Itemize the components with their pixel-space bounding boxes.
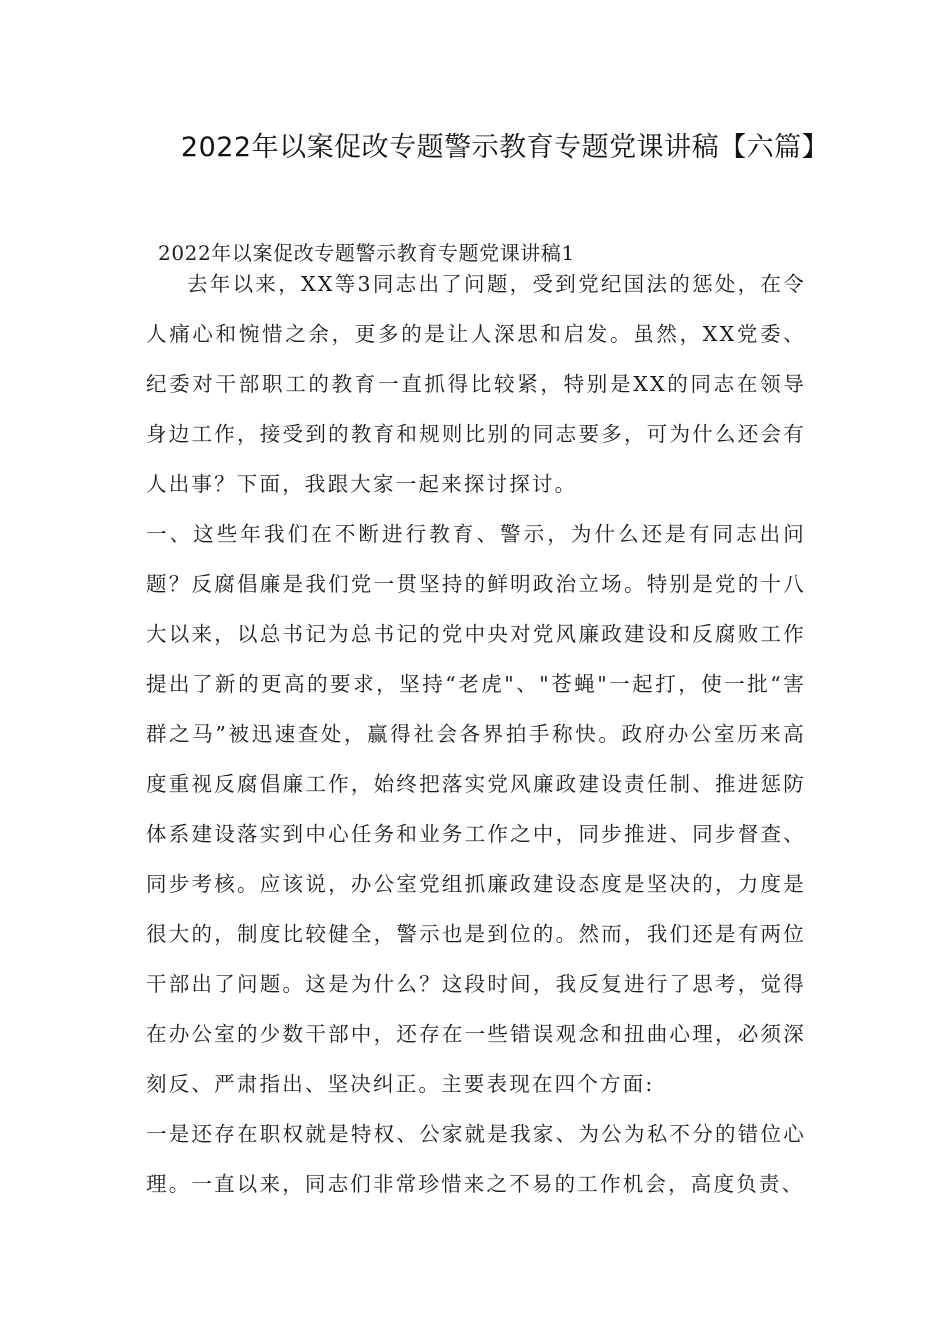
section-heading: 2022年以案促改专题警示教育专题党课讲稿1 <box>158 241 575 265</box>
paragraph-intro: 去年以来，XX等3同志出了问题，受到党纪国法的惩处，在令人痛心和惋惜之余，更多的是让人深思和启发。虽然，XX党委、纪委对干部职工的教育一直抓得比较紧，特别是XX的同志在领导身边工作，接受到的教育和规则比别的同志要多，可为什么还会有人出事？下面，我跟大家一起来探讨探讨。 <box>146 272 806 496</box>
paragraph-point-one: 一是还存在职权就是特权、公家就是我家、为公为私不分的错位心理。一直以来，同志们非常珍惜来之不易的工作机会，高度负责、 <box>146 1122 806 1196</box>
body-text <box>146 259 806 1209</box>
document-title: 2022年以案促改专题警示教育专题党课讲稿【六篇】 <box>180 132 830 163</box>
paragraph-section-one: 一、这些年我们在不断进行教育、警示，为什么还是有同志出问题？反腐倡廉是我们党一贯坚持的鲜明政治立场。特别是党的十八大以来，以总书记为总书记的党中央对党风廉政建设和反腐败工作提出了新的更高的要求，坚持“老虎"、"苍蝇"一起打，使一批“害群之马”被迅速查处，赢得社会各界拍手称快。政府办公室历来高度重视反腐倡廉工作，始终把落实党风廉政建设责任制、推进惩防体系建设落实到中心任务和业务工作之中，同步推进、同步督查、同步考核。应该说，办公室党组抓廉政建设态度是坚决的，力度是很大的，制度比较健全，警示也是到位的。然而，我们还是有两位干部出了问题。这是为什么？这段时间，我反复进行了思考，觉得在办公室的少数干部中，还存在一些错误观念和扭曲心理，必须深刻反、严肃指出、坚决纠正。主要表现在四个方面: <box>146 522 806 1096</box>
